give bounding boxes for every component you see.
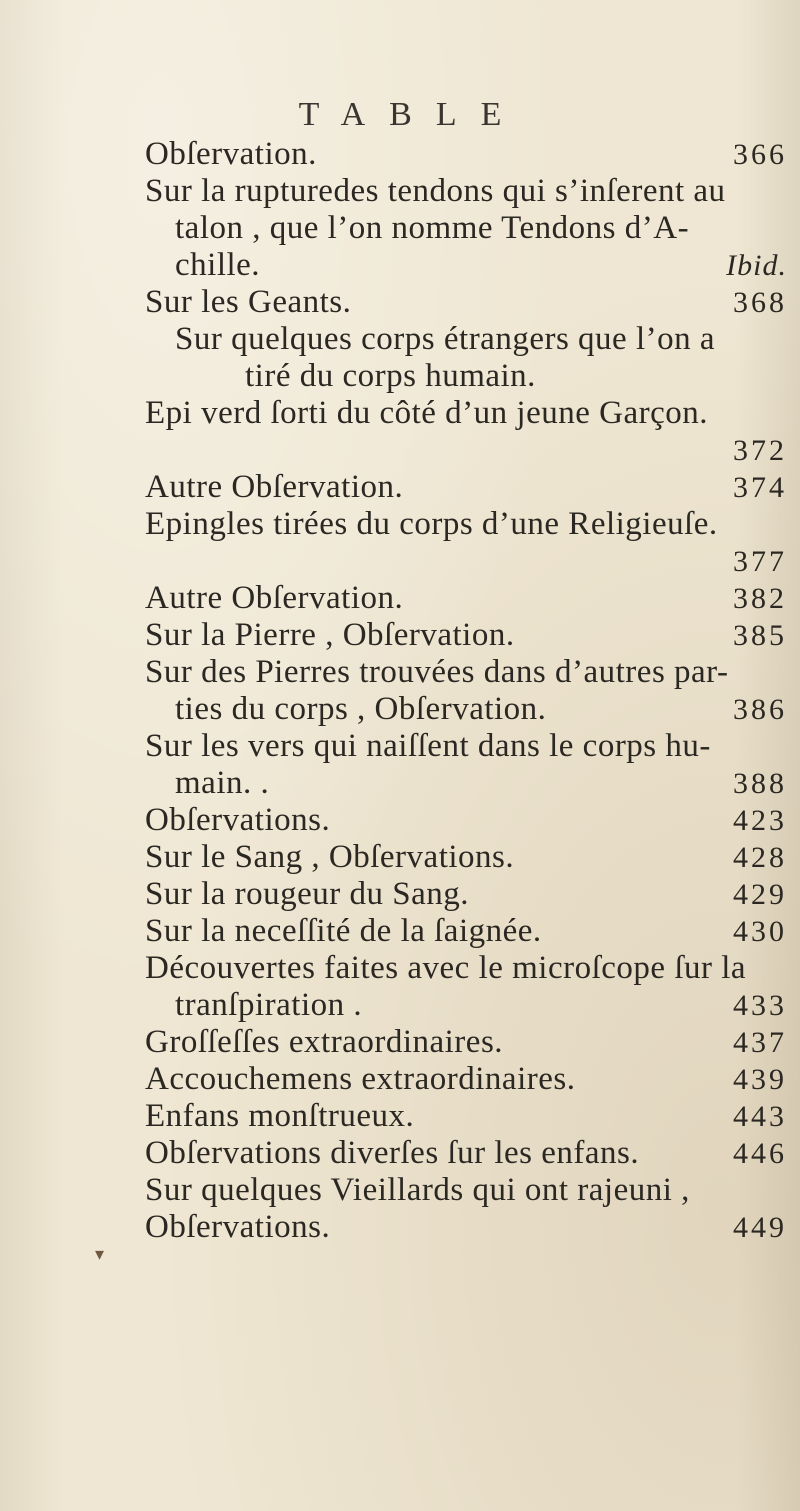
toc-page-number: 428 <box>733 841 787 874</box>
toc-page-number: 366 <box>733 138 787 171</box>
toc-entry <box>145 617 795 654</box>
toc-entry-line: Accouchemens extraordinaires. <box>145 1061 576 1097</box>
toc-entry-line: Sur la rupturedes tendons qui s’inſerent au <box>145 173 726 209</box>
toc-entry <box>145 839 795 876</box>
toc-entry-line: Epi verd ſorti du côté d’un jeune Garçon. <box>145 395 708 431</box>
toc-entry-line: Sur les vers qui naiſſent dans le corps hu- <box>145 728 711 764</box>
toc-entry <box>145 654 795 728</box>
toc-entry-line-text: Obſervations. <box>145 1209 331 1245</box>
toc-entry <box>145 802 795 839</box>
toc-entry-line: Autre Obſervation. <box>145 469 404 505</box>
toc-entry-line: Obſervations diverſes ſur les enfans. <box>145 1135 640 1171</box>
toc-entry <box>145 136 795 173</box>
toc-entry <box>145 1024 795 1061</box>
toc-entry-line-text: ties du corps , Obſervation. <box>175 691 547 727</box>
toc-page-number: 388 <box>733 767 787 800</box>
toc-entry-line: Sur des Pierres trouvées dans d’autres par- <box>145 654 729 690</box>
toc-entry-line <box>145 765 795 802</box>
ink-speck: ▾ <box>95 1244 105 1265</box>
toc-entry-line: Sur le Sang , Obſervations. <box>145 839 515 875</box>
toc-page-number: 439 <box>733 1063 787 1096</box>
toc-page-number: 443 <box>733 1100 787 1133</box>
toc-entry <box>145 469 795 506</box>
toc-entry <box>145 284 795 321</box>
toc-entry-line: Obſervation. <box>145 136 317 172</box>
toc-entry <box>145 876 795 913</box>
toc-entry-line: Sur quelques Vieillards qui ont rajeuni , <box>145 1172 690 1208</box>
toc-entry-line: Autre Obſervation. <box>145 580 404 616</box>
toc-entry <box>145 1061 795 1098</box>
toc-entry-line: talon , que l’on nomme Tendons d’A- <box>175 210 690 246</box>
toc-page-number: 433 <box>733 989 787 1022</box>
toc-entry-line: Enfans monſtrueux. <box>145 1098 415 1134</box>
toc-entry-line: Sur la Pierre , Obſervation. <box>145 617 515 653</box>
toc-entry <box>145 506 795 580</box>
toc-page-number: 429 <box>733 878 787 911</box>
toc-entry <box>145 728 795 802</box>
toc-page-number: 446 <box>733 1137 787 1170</box>
toc-entry <box>145 950 795 1024</box>
toc-entry <box>145 321 795 395</box>
toc-entry <box>145 913 795 950</box>
toc-page-number: 374 <box>733 471 787 504</box>
toc-entry-line <box>145 1209 795 1246</box>
toc-page-number: 430 <box>733 915 787 948</box>
toc-entry <box>145 1172 795 1246</box>
toc-page-number: 449 <box>733 1211 787 1244</box>
toc-entry <box>145 173 795 284</box>
toc-entry-line: Sur la rougeur du Sang. <box>145 876 470 912</box>
toc-entry-line <box>145 247 795 284</box>
toc-entry <box>145 1135 795 1172</box>
toc-entry-line <box>145 691 795 728</box>
toc-entry-line: Groſſeſſes extraordinaires. <box>145 1024 504 1060</box>
toc-page-number: Ibid. <box>726 249 787 282</box>
toc-entry-line-text: main. . <box>175 765 270 801</box>
toc-entry-line: Sur quelques corps étrangers que l’on a <box>175 321 716 357</box>
toc-page-number: 437 <box>733 1026 787 1059</box>
toc-entry <box>145 580 795 617</box>
table-of-contents <box>145 136 795 1246</box>
toc-entry <box>145 1098 795 1135</box>
toc-page-number: 385 <box>733 619 787 652</box>
toc-entry-line: Découvertes faites avec le microſcope ſur la <box>145 950 747 986</box>
toc-page-number: 377 <box>733 545 787 578</box>
toc-page-number: 382 <box>733 582 787 615</box>
toc-entry-line <box>145 987 795 1024</box>
toc-page-number: 372 <box>733 434 787 467</box>
toc-entry <box>145 395 795 469</box>
toc-page-number: 368 <box>733 286 787 319</box>
toc-entry-line: Sur la neceſſité de la ſaignée. <box>145 913 542 949</box>
toc-page-number: 386 <box>733 693 787 726</box>
toc-page-number: 423 <box>733 804 787 837</box>
toc-entry-line-text: tranſpiration . <box>175 987 363 1023</box>
page-header: TABLE <box>298 96 526 133</box>
toc-entry-line: Epingles tirées du corps d’une Religieuſe. <box>145 506 718 542</box>
toc-entry-line: tiré du corps humain. <box>245 358 536 394</box>
toc-entry-line: Obſervations. <box>145 802 331 838</box>
toc-entry-line: Sur les Geants. <box>145 284 352 320</box>
toc-entry-line-text: chille. <box>175 247 261 283</box>
